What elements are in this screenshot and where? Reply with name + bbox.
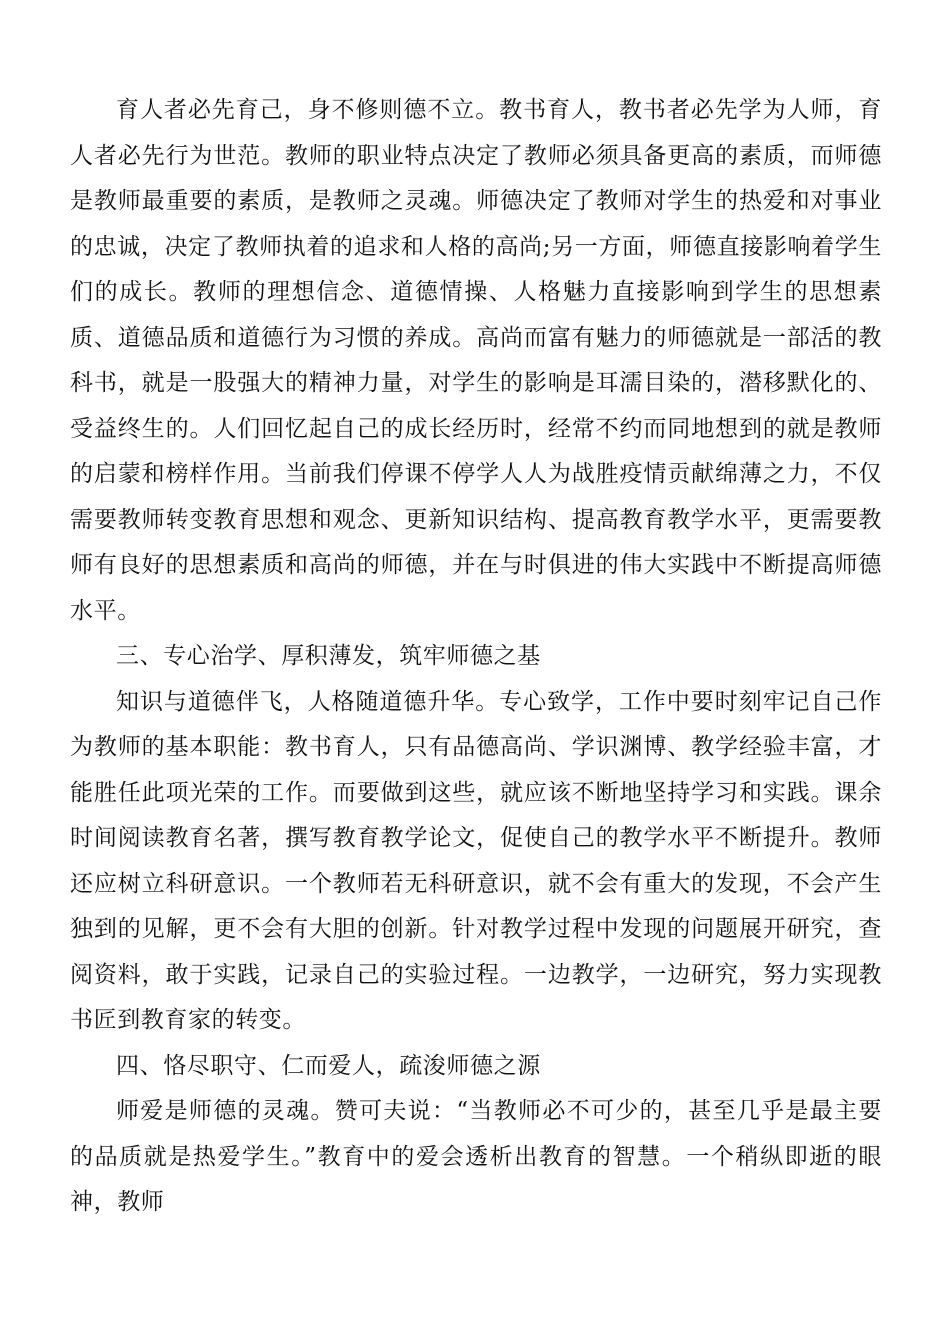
paragraph-love-for-students: 师爱是师德的灵魂。赞可夫说：“当教师必不可少的，甚至几乎是最主要的品质就是热爱学生。”教育中的爱会透析出教育的智慧。一个稍纵即逝的眼神，教师 — [70, 1098, 882, 1215]
paragraph-dedicated-study: 知识与道德伴飞，人格随道德升华。专心致学，工作中要时刻牢记自己作为教师的基本职能：教书育人，只有品德高尚、学识渊博、教学经验丰富，才能胜任此项光荣的工作。而要做到这些，就应该不断地坚持学习和实践。课余时间阅读教育名著，撰写教育教学论文，促使自己的教学水平不断提升。教师还应树立科研意识。一个教师若无科研意识，就不会有重大的发现，不会产生独到的见解，更不会有大胆的创新。针对教学过程中发现的问题展开研究，查阅资料，敢于实践，记录自己的实验过程。一边教学，一边研究，努力实现教书匠到教育家的转变。 — [70, 688, 882, 1033]
section-heading-three: 三、专心治学、厚积薄发，筑牢师德之基 — [116, 643, 541, 669]
section-heading-four: 四、恪尽职守、仁而爱人，疏浚师德之源 — [116, 1052, 541, 1079]
paragraph-teacher-ethics-importance: 育人者必先育己，身不修则德不立。教书育人，教书者必先学为人师，育人者必先行为世范。教师的职业特点决定了教师必须具备更高的素质，而师德是教师最重要的素质，是教师之灵魂。师德决定了教师对学生的热爱和对事业的忠诚，决定了教师执着的追求和人格的高尚;另一方面，师德直接影响着学生们的成长。教师的理想信念、道德情操、人格魅力直接影响到学生的思想素质、道德品质和道德行为习惯的养成。高尚而富有魅力的师德就是一部活的教科书，就是一股强大的精神力量，对学生的影响是耳濡目染的，潜移默化的、受益终生的。人们回忆起自己的成长经历时，经常不约而同地想到的就是教师的启蒙和榜样作用。当前我们停课不停学人人为战胜疫情贡献绵薄之力，不仅需要教师转变教育思想和观念、更新知识结构、提高教育教学水平，更需要教师有良好的思想素质和高尚的师德，并在与时俱进的伟大实践中不断提高师德水平。 — [70, 97, 882, 624]
document-body — [70, 88, 882, 1226]
